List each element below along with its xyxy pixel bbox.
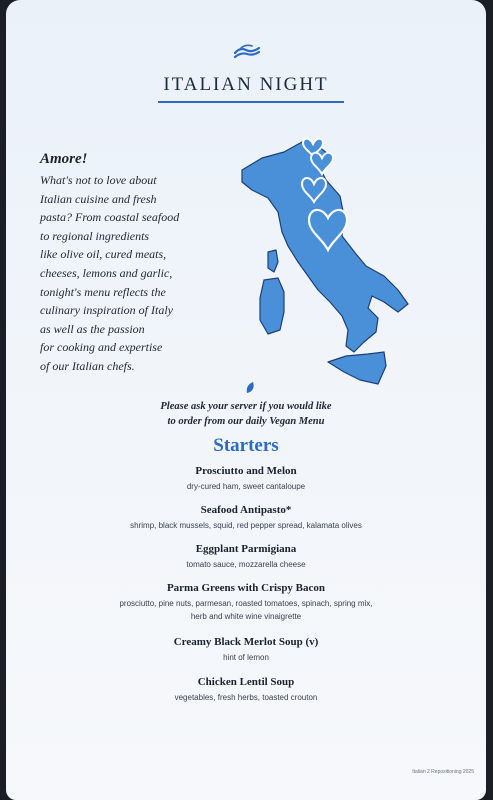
- cruise-line-logo-icon: [232, 44, 262, 60]
- intro-line: What's not to love about: [40, 173, 157, 187]
- vegan-menu-note: [6, 399, 486, 429]
- intro-line: cheeses, lemons and garlic,: [40, 265, 173, 280]
- italy-map-icon: [232, 122, 412, 388]
- page-title: ITALIAN NIGHT: [163, 74, 329, 95]
- intro-line: like olive oil, cured meats,: [40, 247, 167, 262]
- menu-item-name: Eggplant Parmigiana: [195, 543, 297, 555]
- intro-heading: Amore!: [40, 151, 88, 167]
- intro-line: as well as the passion: [40, 321, 145, 336]
- intro-line: of our Italian chefs.: [40, 358, 135, 373]
- menu-item: [6, 676, 486, 704]
- intro-line: for cooking and expertise: [40, 340, 163, 355]
- menu-item-description: tomato sauce, mozzarella cheese: [186, 560, 306, 569]
- intro-line: pasta? From coastal seafood: [40, 210, 180, 225]
- title-underline: [158, 101, 344, 103]
- menu-item-description: shrimp, black mussels, squid, red pepper spread, kalamata olives: [130, 521, 362, 530]
- menu-item-description: hint of lemon: [223, 653, 269, 662]
- vegan-note-line: to order from our daily Vegan Menu: [167, 416, 325, 427]
- vegan-leaf-icon: [246, 382, 255, 394]
- intro-line: to regional ingredients: [40, 228, 150, 243]
- menu-card: [6, 0, 486, 800]
- menu-item-description: vegetables, fresh herbs, toasted crouton: [174, 693, 318, 702]
- menu-item-name: Chicken Lentil Soup: [197, 676, 295, 688]
- menu-item-description: dry-cured ham, sweet cantaloupe: [186, 482, 306, 491]
- menu-item: [6, 543, 486, 571]
- intro-line: culinary inspiration of Italy: [40, 303, 173, 318]
- footer-code: Italian 2 Repositioning 2025: [412, 769, 474, 775]
- menu-item-name: Creamy Black Merlot Soup (v): [173, 636, 319, 648]
- menu-item: [6, 582, 486, 623]
- menu-item: [6, 636, 486, 664]
- intro-line: tonight's menu reflects the: [40, 284, 166, 299]
- menu-item-name: Seafood Antipasto*: [200, 504, 292, 516]
- menu-item: [6, 465, 486, 493]
- menu-item-name: Parma Greens with Crispy Bacon: [166, 582, 326, 594]
- starters-heading: Starters: [213, 435, 279, 456]
- menu-item-description: prosciutto, pine nuts, parmesan, roasted tomatoes, spinach, spring mix, herb and white wine vinaigrette: [119, 599, 373, 621]
- menu-item-name: Prosciutto and Melon: [195, 465, 297, 477]
- intro-paragraph: [40, 171, 240, 376]
- vegan-note-line: Please ask your server if you would like: [160, 401, 332, 412]
- intro-line: Italian cuisine and fresh: [40, 191, 157, 206]
- menu-item: [6, 504, 486, 532]
